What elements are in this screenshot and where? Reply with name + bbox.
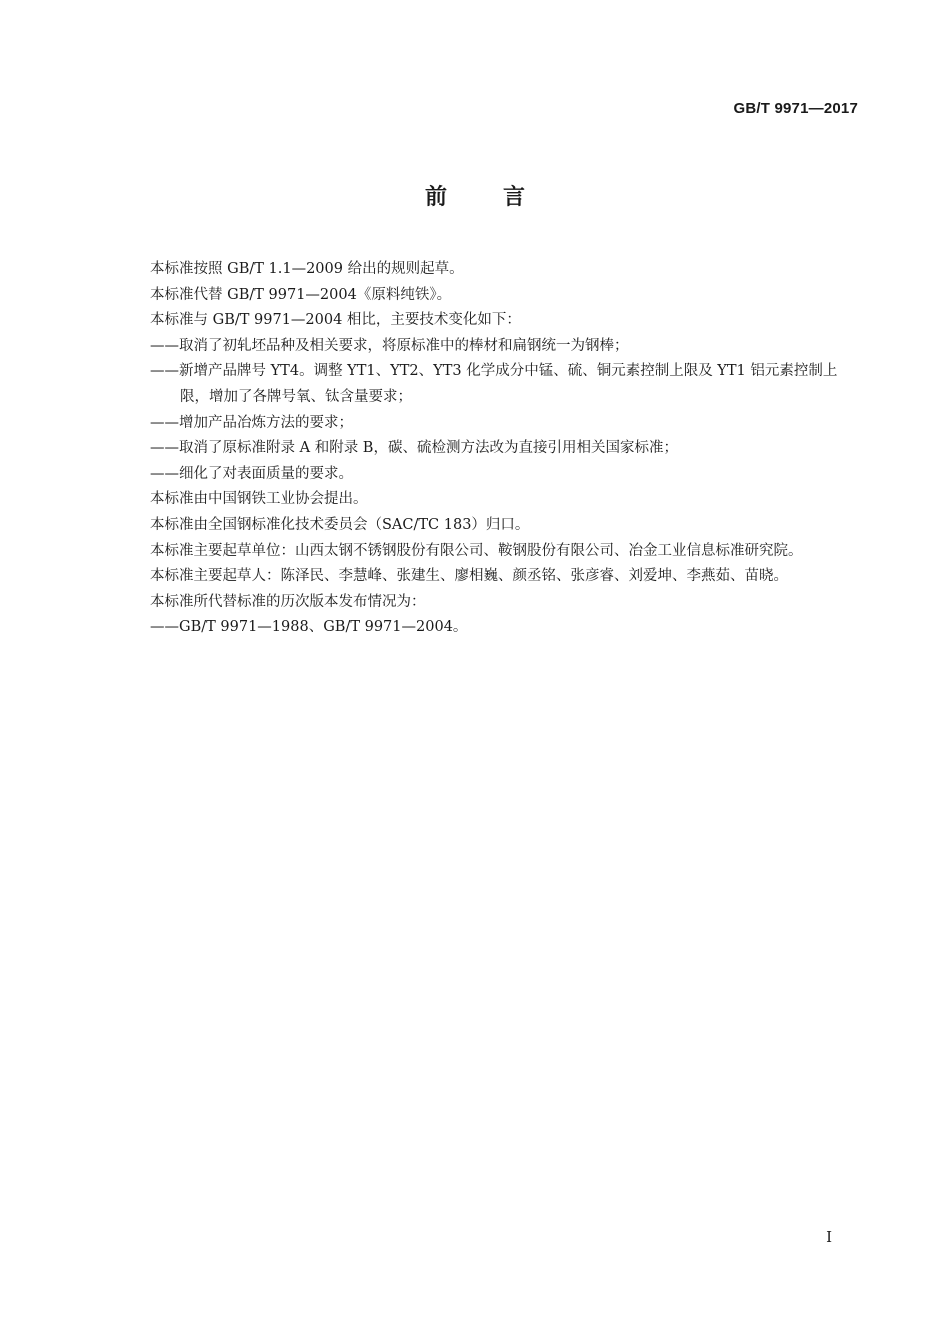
paragraph-replaces: 本标准代替 GB/T 9971—2004《原料纯铁》。	[150, 286, 452, 303]
paragraph-proposed-by: 本标准由中国钢铁工业协会提出。	[150, 491, 368, 508]
paragraph-history-intro: 本标准所代替标准的历次版本发布情况为：	[150, 593, 426, 610]
standard-code: GB/T 9971—2017	[733, 100, 858, 117]
change-item: ——新增产品牌号 YT4。调整 YT1、YT2、YT3 化学成分中锰、硫、铜元素控制上限及 YT1 铝元素控制上限，增加了各牌号氧、钛含量要求；	[150, 363, 838, 405]
page-title: 前言	[424, 185, 581, 210]
paragraph-technical-committee: 本标准由全国钢标准化技术委员会（SAC/TC 183）归口。	[150, 516, 530, 533]
paragraph-drafting-units: 本标准主要起草单位：山西太钢不锈钢股份有限公司、鞍钢股份有限公司、冶金工业信息标准研究院。	[150, 542, 803, 559]
paragraph-drafting-rules: 本标准按照 GB/T 1.1—2009 给出的规则起草。	[150, 261, 464, 277]
change-item: ——细化了对表面质量的要求。	[150, 465, 353, 482]
change-item: ——增加产品冶炼方法的要求；	[150, 414, 353, 431]
page-number: I	[826, 1228, 832, 1246]
change-item: ——取消了原标准附录 A 和附录 B，碳、硫检测方法改为直接引用相关国家标准；	[150, 440, 678, 457]
paragraph-drafters: 本标准主要起草人：陈泽民、李慧峰、张建生、廖相巍、颜丞铭、张彦睿、刘爱坤、李燕茹、苗晓。	[150, 568, 788, 585]
change-item: ——取消了初轧坯品种及相关要求，将原标准中的棒材和扁钢统一为钢棒；	[150, 337, 629, 354]
paragraph-changes-intro: 本标准与 GB/T 9971—2004 相比，主要技术变化如下：	[150, 312, 521, 329]
foreword-body	[120, 257, 860, 641]
history-item: ——GB/T 9971—1988、GB/T 9971—2004。	[150, 619, 468, 636]
